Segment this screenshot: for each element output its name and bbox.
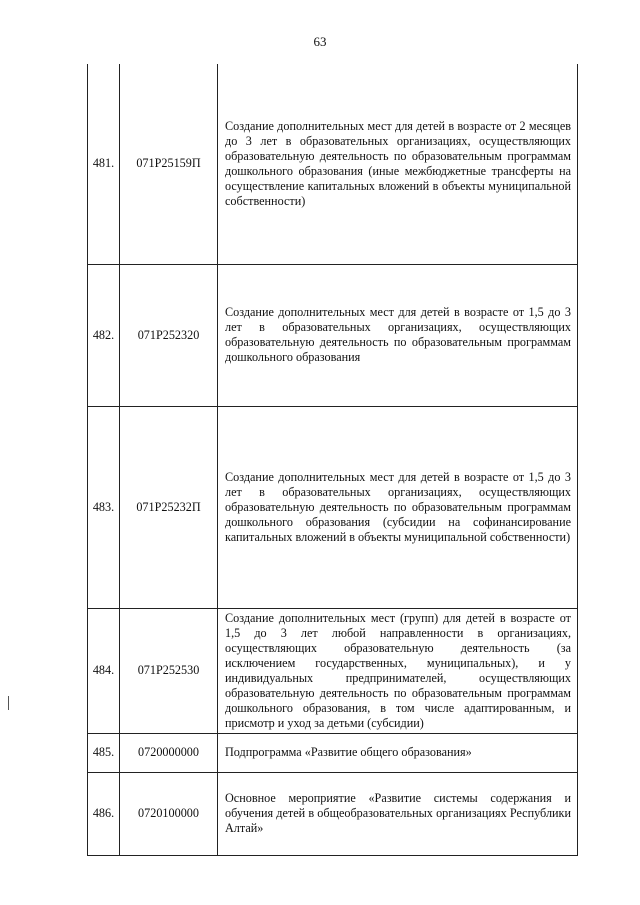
table-row <box>88 608 578 733</box>
table-row <box>88 264 578 406</box>
row-code: 071P252530 <box>120 608 218 733</box>
row-code: 071P252320 <box>120 264 218 406</box>
table-row <box>88 772 578 855</box>
row-number: 486. <box>88 772 120 855</box>
row-number: 485. <box>88 733 120 772</box>
row-description: Создание дополнительных мест для детей в возрасте от 2 месяцев до 3 лет в образовательных организациях, осуществляющих образовательную деятельность по образовательным программам дошкольного образования (иные межбюджетные трансферты на осуществление капитальных вложений в объекты муниципальной собственности) <box>218 64 578 264</box>
row-code: 0720100000 <box>120 772 218 855</box>
row-number: 482. <box>88 264 120 406</box>
row-description: Создание дополнительных мест для детей в возрасте от 1,5 до 3 лет в образовательных организациях, осуществляющих образовательную деятельность по образовательным программам дошкольного образования (субсидии на софинансирование капитальных вложений в объекты муниципальной собственности) <box>218 406 578 608</box>
row-number: 483. <box>88 406 120 608</box>
row-code: 071P25159П <box>120 64 218 264</box>
table-row <box>88 64 578 264</box>
row-description: Создание дополнительных мест (групп) для детей в возрасте от 1,5 до 3 лет любой направленности в организациях, осуществляющих образовательную деятельность (за исключением государственных, муниципальных), и у индивидуальных предпринимателей, осуществляющих образовательную деятельность по образовательным программам дошкольного образования, в том числе адаптированным, и присмотр и уход за детьми (субсидии) <box>218 608 578 733</box>
row-number: 481. <box>88 64 120 264</box>
row-description: Подпрограмма «Развитие общего образования» <box>218 733 578 772</box>
budget-classification-table <box>87 64 578 856</box>
table-row <box>88 733 578 772</box>
row-code: 071P25232П <box>120 406 218 608</box>
row-number: 484. <box>88 608 120 733</box>
row-code: 0720000000 <box>120 733 218 772</box>
row-description: Основное мероприятие «Развитие системы содержания и обучения детей в общеобразовательных организациях Республики Алтай» <box>218 772 578 855</box>
row-description: Создание дополнительных мест для детей в возрасте от 1,5 до 3 лет в образовательных организациях, осуществляющих образовательную деятельность по образовательным программам дошкольного образования <box>218 264 578 406</box>
table-row <box>88 406 578 608</box>
page-number: 63 <box>313 34 327 49</box>
scan-margin-mark <box>8 696 9 710</box>
